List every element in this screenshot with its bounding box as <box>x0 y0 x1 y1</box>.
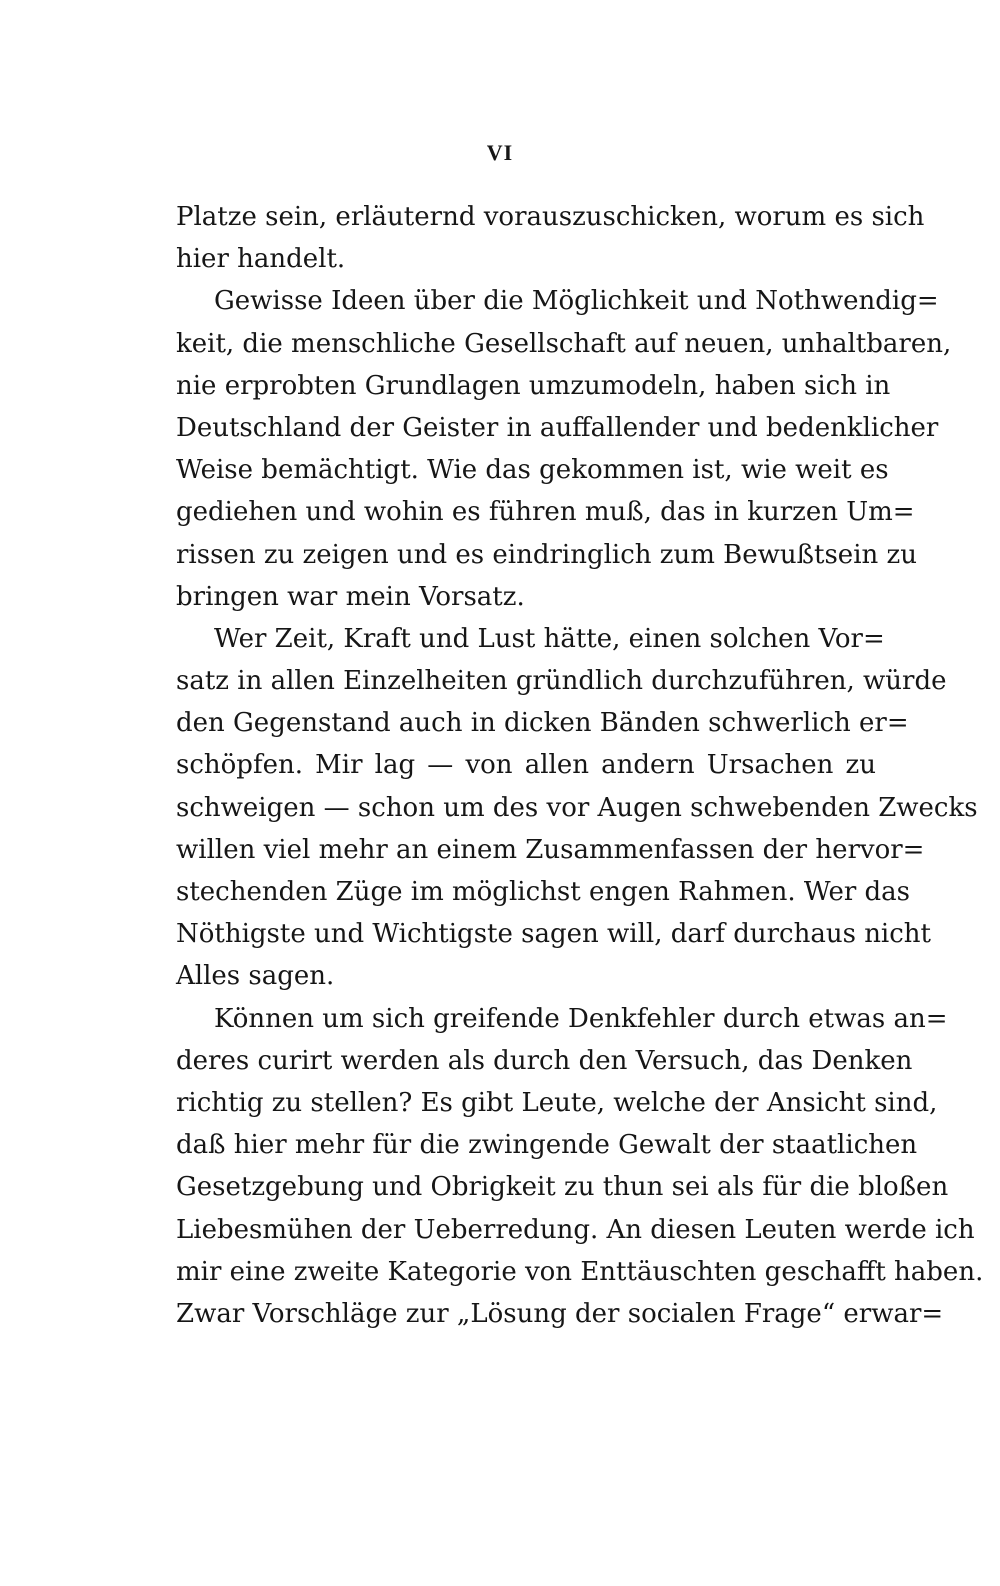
paragraph-first-line: Gewisse Ideen über die Möglichkeit und Nothwendig= <box>214 286 939 317</box>
text-line: daß hier mehr für die zwingende Gewalt der staatlichen <box>176 1130 918 1161</box>
text-line: Alles sagen. <box>176 961 335 992</box>
text-line: Liebesmühen der Ueberredung. An diesen Leuten werde ich <box>176 1214 975 1245</box>
text-line: keit, die menschliche Gesellschaft auf neuen, unhaltbaren, <box>176 328 952 359</box>
text-line: Weise bemächtigt. Wie das gekommen ist, wie weit es <box>176 455 889 486</box>
body-text <box>176 196 984 1335</box>
text-line: gediehen und wohin es führen muß, das in kurzen Um= <box>176 497 915 528</box>
paragraph-first-line: Wer Zeit, Kraft und Lust hätte, einen solchen Vor= <box>214 623 885 654</box>
text-line: satz in allen Einzelheiten gründlich durchzuführen, würde <box>176 666 947 697</box>
text-line: den Gegenstand auch in dicken Bänden schwerlich er= <box>176 708 909 739</box>
text-line: schweigen — schon um des vor Augen schwebenden Zwecks <box>176 792 978 823</box>
text-line: Gesetzgebung und Obrigkeit zu thun sei als für die bloßen <box>176 1172 949 1203</box>
text-line: nie erprobten Grundlagen umzumodeln, haben sich in <box>176 370 891 401</box>
paragraph-first-line: Können um sich greifende Denkfehler durch etwas an= <box>214 1003 948 1034</box>
text-line: hier handelt. <box>176 244 346 275</box>
text-line: mir eine zweite Kategorie von Enttäuschten geschafft haben. <box>176 1256 984 1287</box>
text-line: bringen war mein Vorsatz. <box>176 581 525 612</box>
page-number: VI <box>486 140 514 165</box>
text-line: Zwar Vorschläge zur „Lösung der socialen Frage“ erwar= <box>176 1298 944 1329</box>
text-line: willen viel mehr an einem Zusammenfassen der hervor= <box>176 834 925 865</box>
text-line: stechenden Züge im möglichst engen Rahmen. Wer das <box>176 877 911 907</box>
text-line: schöpfen. Mir lag — von allen andern Ursachen zu <box>176 750 876 781</box>
text-line: richtig zu stellen? Es gibt Leute, welche der Ansicht sind, <box>176 1087 938 1118</box>
text-line: Deutschland der Geister in auffallender und bedenklicher <box>176 412 939 443</box>
text-line: Nöthigste und Wichtigste sagen will, darf durchaus nicht <box>176 919 932 950</box>
text-line: deres curirt werden als durch den Versuch, das Denken <box>176 1045 913 1076</box>
text-line: rissen zu zeigen und es eindringlich zum Bewußtsein zu <box>176 539 917 570</box>
text-line: Platze sein, erläuternd vorauszuschicken, worum es sich <box>176 202 925 232</box>
